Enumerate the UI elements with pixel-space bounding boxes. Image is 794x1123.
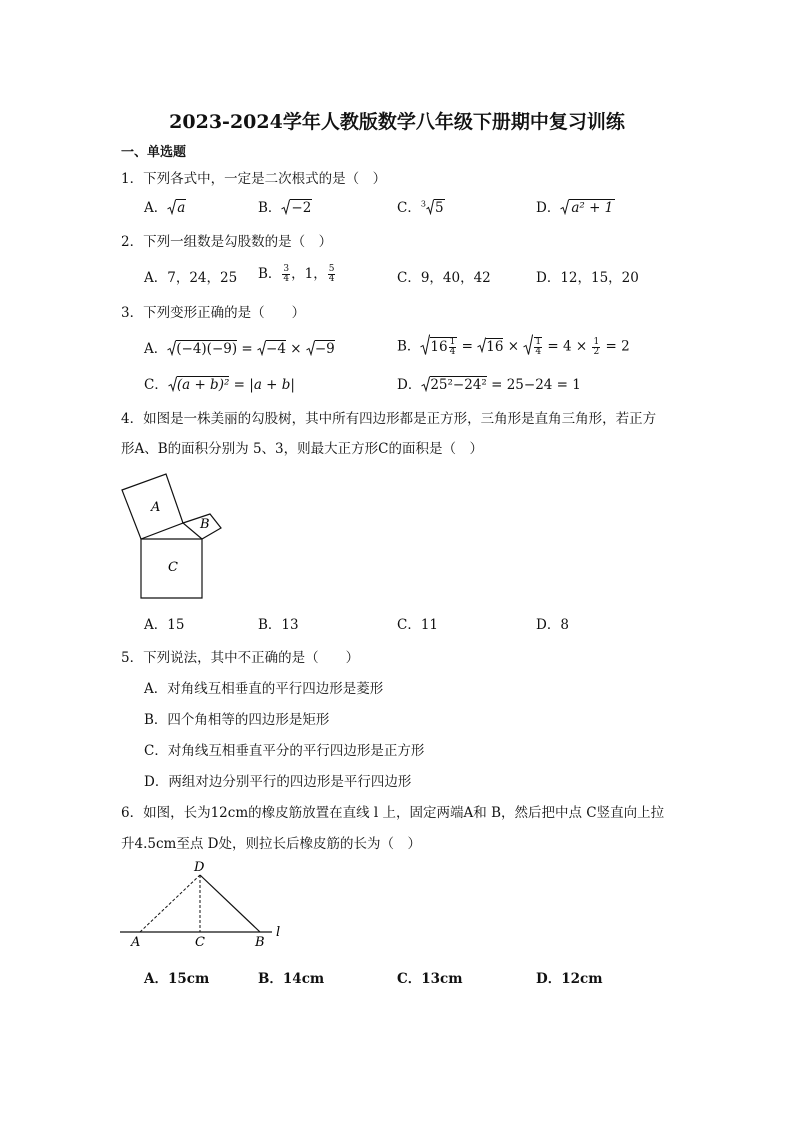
q1-option-d: D． a² + 1 — [536, 196, 615, 219]
q3-option-d: D． 25²−24² = 25−24 = 1 — [397, 377, 581, 393]
q6-option-a: A．15cm — [144, 971, 210, 987]
q5-option-c: C．对角线互相垂直平分的平行四边形是正方形 — [144, 743, 425, 759]
segment-ad — [140, 875, 200, 932]
rubber-band-figure — [115, 857, 290, 949]
label-l: l — [276, 925, 281, 940]
q1-option-a: A． a — [144, 196, 186, 219]
q4-option-b: B．13 — [258, 617, 299, 633]
q1-option-c: C．$^3$ 5 — [397, 196, 445, 219]
q6-line1: 6．如图，长为12cm的橡皮筋放置在直线 l 上，固定两端A和 B，然后把中点 C竖直向上拉 — [121, 805, 665, 821]
radical-icon — [560, 199, 569, 219]
q5-option-b: B．四个角相等的四边形是矩形 — [144, 712, 330, 728]
q1-option-b: B． −2 — [258, 196, 312, 219]
label-a: A — [131, 935, 141, 949]
q3-option-b: B． 16 $\frac{1}{4}$ = 16 × $\frac{1}{4}$ = 4 × $\frac{1}{2}$ = 2 — [397, 336, 630, 357]
q1-stem: 1．下列各式中，一定是二次根式的是（ ） — [121, 171, 387, 187]
q3-option-a: A． (−4)(−9) = −4 × −9 — [144, 341, 335, 357]
q5-option-a: A．对角线互相垂直的平行四边形是菱形 — [144, 681, 384, 697]
radical-icon — [426, 199, 434, 219]
q6-option-c: C．13cm — [397, 971, 463, 987]
q4-option-c: C．11 — [397, 617, 439, 633]
q5-stem: 5．下列说法，其中不正确的是（ ） — [121, 650, 360, 666]
label-b: B — [200, 517, 210, 532]
q2-stem: 2．下列一组数是勾股数的是（ ） — [121, 234, 333, 250]
q6-option-b: B．14cm — [258, 971, 325, 987]
q2-option-a: A．7，24，25 — [144, 270, 238, 286]
q2-option-c: C．9，40，42 — [397, 270, 491, 286]
q4-option-a: A．15 — [144, 617, 185, 633]
q6-line2: 升4.5cm至点 D处，则拉长后橡皮筋的长为（ ） — [121, 836, 421, 852]
pythagoras-tree-figure — [115, 470, 230, 605]
q4-option-d: D．8 — [536, 617, 569, 633]
label-d: D — [194, 860, 205, 875]
q5-option-d: D．两组对边分别平行的四边形是平行四边形 — [144, 774, 412, 790]
q6-option-d: D．12cm — [536, 971, 603, 987]
label-a: A — [151, 500, 161, 515]
q3-option-c: C． (a + b)² = |a + b| — [144, 377, 295, 393]
q2-option-d: D．12，15，20 — [536, 270, 639, 286]
q2-option-b: B． $\frac{3}{4}$ ，1， $\frac{5}{4}$ — [258, 264, 335, 284]
label-c: C — [168, 560, 178, 575]
radical-icon — [167, 199, 176, 219]
q4-line2: 形A、B的面积分别为 5、3，则最大正方形C的面积是（ ） — [121, 441, 483, 457]
label-c: C — [195, 935, 205, 949]
label-b: B — [255, 935, 265, 949]
segment-db — [200, 875, 260, 932]
q3-stem: 3．下列变形正确的是（ ） — [121, 305, 306, 321]
q4-line1: 4．如图是一株美丽的勾股树，其中所有四边形都是正方形，三角形是直角三角形，若正方 — [121, 411, 657, 427]
section-heading: 一、单选题 — [121, 145, 187, 160]
page-title: 2023-2024学年人教版数学八年级下册期中复习训练 — [169, 111, 625, 133]
